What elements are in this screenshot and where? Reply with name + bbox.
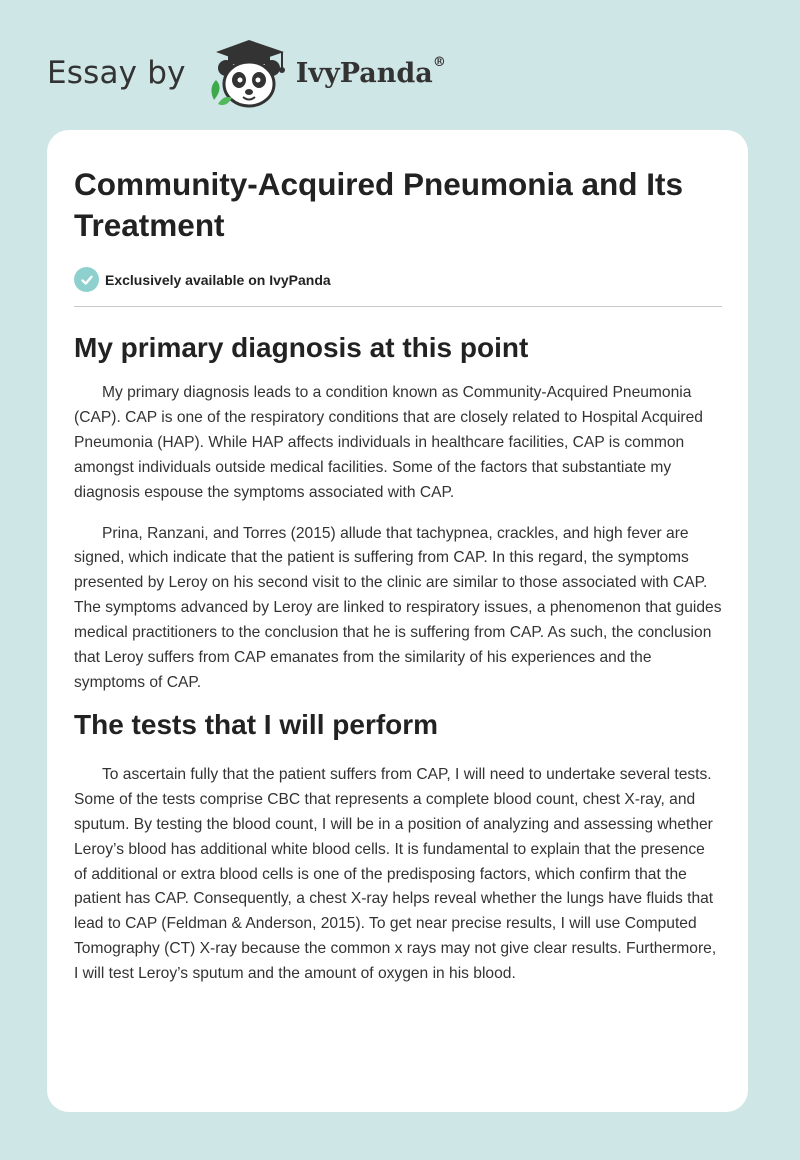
paragraph: My primary diagnosis leads to a condition known as Community-Acquired Pneumonia (CAP). CAP is one of the respiratory conditions that are closely related to Hospital Acquired Pneumonia (HAP). While HAP affects individuals in healthcare facilities, CAP is common amongst individuals outside medical facilities. Some of the factors that substantiate my diagnosis espouse the symptoms associated with CAP. <box>74 384 703 501</box>
page-title: Community-Acquired Pneumonia and Its Treatment <box>74 166 684 243</box>
exclusive-label: Exclusively available on IvyPanda <box>105 271 331 288</box>
paragraph: Prina, Ranzani, and Torres (2015) allude that tachypnea, crackles, and high fever are signed, which indicate that the patient is suffering from CAP. In this regard, the symptoms presented by Leroy on his second visit to the clinic are similar to those associated with CAP. The symptoms advanced by Leroy are linked to respiratory issues, a phenomenon that guides medical practitioners to the conclusion that he is suffering from CAP. As such, the conclusion that Leroy suffers from CAP emanates from the similarity of his experiences and the symptoms of CAP. <box>74 524 722 691</box>
brand-name[interactable]: IvyPanda® <box>295 54 446 89</box>
section-tests <box>74 708 722 987</box>
paragraph: To ascertain fully that the patient suffers from CAP, I will need to undertake several tests. Some of the tests comprise CBC that represents a complete blood count, chest X-ray, and sputum. By testing the blood count, I will be in a position of analyzing and assessing whether Leroy’s blood has additional white blood cells. It is fundamental to explain that the presence of additional or extra blood cells is one of the predisposing factors, which confirm that the patient has CAP. Consequently, a chest X-ray helps reveal whether the lungs have fluids that lead to CAP (Feldman & Anderson, 2015). To get near precise results, I will use Computed Tomography (CT) X-ray because the common x rays may not give clear results. Furthermore, I will test Leroy’s sputum and the amount of oxygen in his blood. <box>74 765 717 983</box>
essay-card <box>47 130 748 1112</box>
essay-by-label: Essay by <box>47 54 186 91</box>
panda-graduate-icon[interactable] <box>204 38 294 108</box>
section-heading: My primary diagnosis at this point <box>74 332 529 363</box>
site-header <box>47 38 446 108</box>
registered-mark: ® <box>432 54 446 70</box>
exclusive-banner <box>74 267 722 307</box>
check-icon <box>74 267 99 292</box>
section-diagnosis <box>74 331 722 696</box>
section-heading: The tests that I will perform <box>74 708 439 740</box>
